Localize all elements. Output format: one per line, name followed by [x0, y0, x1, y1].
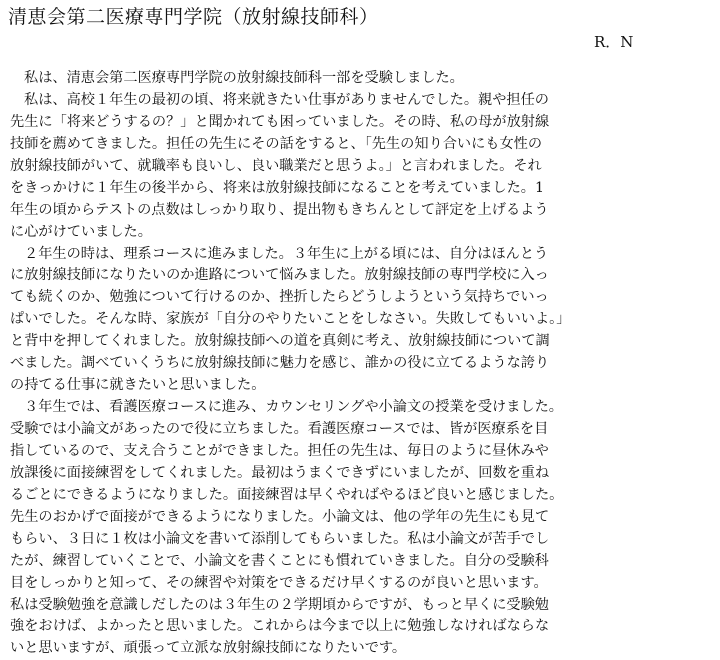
text-line: 指しているので、支え合うことができました。担任の先生は、毎日のように昼休みや — [10, 442, 549, 459]
text-line: 放課後に面接練習をしてくれました。最初はうまくできずにいましたが、回数を重ね — [10, 464, 550, 481]
essay-body — [10, 68, 704, 660]
text-line: いと思いますが、頑張って立派な放射線技師になりたいです。 — [10, 640, 407, 657]
text-line: もらい、３日に１枚は小論文を書いて添削してもらいました。私は小論文が苦手でし — [10, 530, 550, 547]
text-line: 先生に「将来どうするの？」と聞かれても困っていました。その時、私の母が放射線 — [10, 113, 550, 130]
text-line: をきっかけに１年生の後半から、将来は放射線技師になることを考えていました。1 — [10, 179, 544, 196]
text-line: 目をしっかりと知って、その練習や対策をできるだけ早くするのが良いと思います。 — [10, 574, 548, 591]
text-line: 私は、高校１年生の最初の頃、将来就きたい仕事がありませんでした。親や担任の — [24, 91, 549, 108]
text-line: 年生の頃からテストの点数はしっかり取り、提出物もきちんとして評定を上げるよう — [10, 201, 549, 218]
text-line: ても続くのか、勉強について行けるのか、挫折したらどうしようという気持ちでいっ — [10, 289, 549, 306]
text-line: に放射線技師になりたいのか進路について悩みました。放射線技師の専門学校に入っ — [10, 267, 549, 284]
text-line: 私は、清恵会第二医療専門学院の放射線技師科一部を受験しました。 — [24, 70, 464, 86]
text-line: たが、練習していくことで、小論文を書くことにも慣れていきました。自分の受験科 — [10, 552, 549, 569]
text-line: ３年生では、看護医療コースに進み、カウンセリングや小論文の授業を受けました。 — [24, 399, 563, 416]
author-initials: R．N — [594, 33, 634, 51]
text-line: るごとにできるようになりました。面接練習は早くやればやるほど良いと感じました。 — [10, 486, 564, 503]
text-line: 強をおけば、よかったと思いました。これからは今まで以上に勉強しなければならな — [10, 618, 550, 635]
text-line: の持てる仕事に就きたいと思いました。 — [10, 377, 266, 394]
document-title: 清恵会第二医療専門学院（放射線技師科） — [8, 6, 379, 28]
text-line: と背中を押してくれました。放射線技師への道を真剣に考え、放射線技師について調 — [10, 333, 550, 350]
text-line: 放射線技師がいて、就職率も良いし、良い職業だと思うよ。」と言われました。それ — [10, 157, 542, 174]
text-line: 技師を薦めてきました。担任の先生にその話をすると、「先生の知り合いにも女性の — [10, 135, 543, 152]
text-line: 受験では小論文があったので役に立ちました。看護医療コースでは、皆が医療系を目 — [10, 421, 549, 437]
text-line: べました。調べていくうちに放射線技師に魅力を感じ、誰かの役に立てるような誇り — [10, 355, 550, 372]
text-line: ２年生の時は、理系コースに進みました。３年生に上がる頃には、自分はほんとう — [24, 245, 549, 262]
text-line: 私は受験勉強を意識しだしたのは３年生の２学期頃からですが、もっと早くに受験勉 — [10, 596, 549, 613]
text-line: ぱいでした。そんな時、家族が「自分のやりたいことをしなさい。失敗してもいいよ。」 — [10, 311, 571, 328]
text-line: 先生のおかげで面接ができるようになりました。小論文は、他の学年の先生にも見て — [10, 508, 550, 525]
text-line: に心がけていました。 — [10, 223, 152, 240]
